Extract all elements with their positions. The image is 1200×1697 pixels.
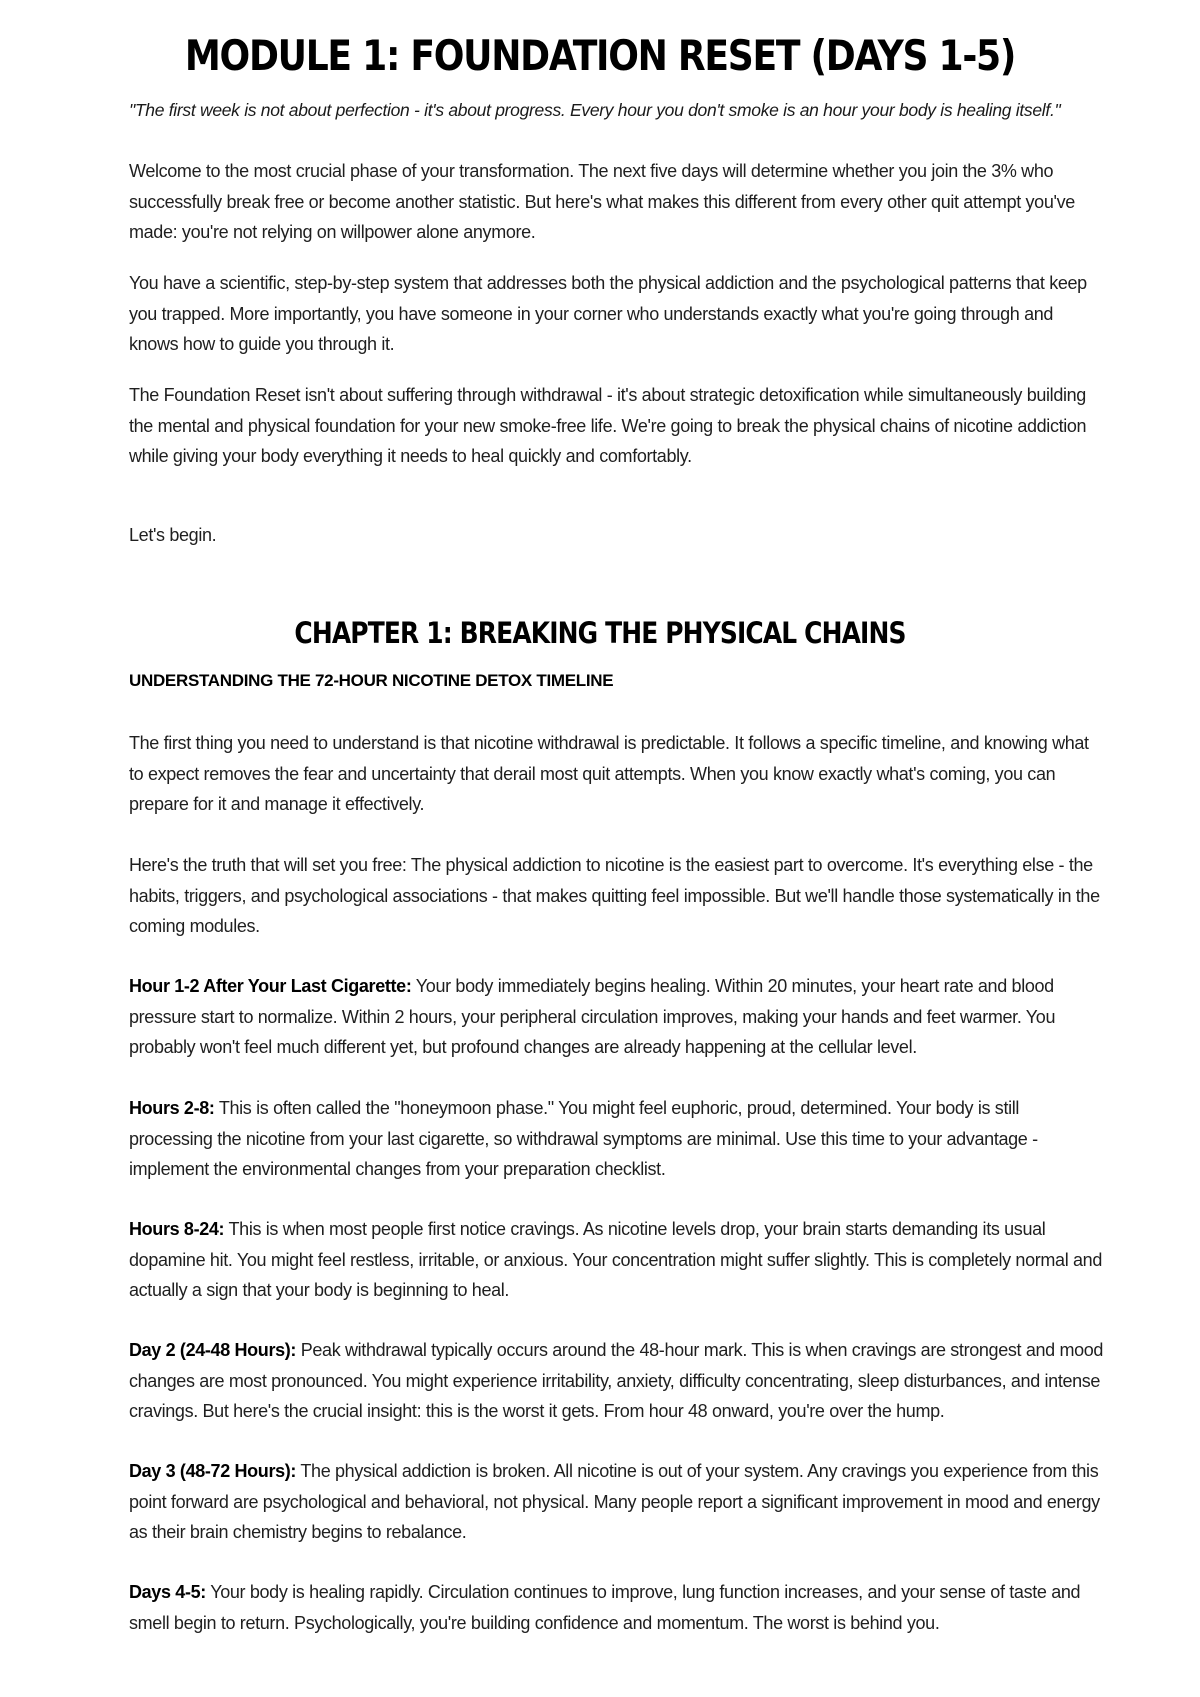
timeline-label: Hours 8-24: xyxy=(129,1219,225,1239)
timeline-entry xyxy=(129,971,1104,1063)
timeline-entry xyxy=(129,1335,1104,1427)
intro-paragraph: Welcome to the most crucial phase of your transformation. The next five days will determine whether you join the 3% who successfully break free or become another statistic. But here's what makes this different from every other quit attempt you've made: you're not relying on willpower alone anymore. xyxy=(129,161,1075,242)
timeline-label: Days 4-5: xyxy=(129,1582,206,1602)
timeline-text: The physical addiction is broken. All nicotine is out of your system. Any cravings you experience from this point forward are psychological and behavioral, not physical. Many people report a significant improvement in mood and energy as their brain chemistry begins to rebalance. xyxy=(129,1461,1100,1542)
timeline-entry xyxy=(129,1093,1104,1185)
module-title: MODULE 1: FOUNDATION RESET (DAYS 1-5) xyxy=(184,31,1016,80)
timeline-text: This is when most people first notice cravings. As nicotine levels drop, your brain starts demanding its usual dopamine hit. You might feel restless, irritable, or anxious. Your concentration might suffer slightly. This is completely normal and actually a sign that your body is beginning to heal. xyxy=(129,1219,1102,1300)
chapter-paragraph: Here's the truth that will set you free: The physical addiction to nicotine is the easiest part to overcome. It's everything else - the habits, triggers, and psychological associations - that makes quitting feel impossible. But we'll handle those systematically in the coming modules. xyxy=(129,855,1100,936)
timeline-text: Your body is healing rapidly. Circulation continues to improve, lung function increases, and your sense of taste and smell begin to return. Psychologically, you're building confidence and momentum. The worst is behind you. xyxy=(129,1582,1081,1633)
timeline-label: Day 2 (24-48 Hours): xyxy=(129,1340,297,1360)
timeline-entry xyxy=(129,1456,1104,1548)
intro-paragraph: You have a scientific, step-by-step system that addresses both the physical addiction and the psychological patterns that keep you trapped. More importantly, you have someone in your corner who understands exactly what you're going through and knows how to guide you through it. xyxy=(129,273,1087,354)
timeline-entry xyxy=(129,1214,1104,1306)
chapter-title: CHAPTER 1: BREAKING THE PHYSICAL CHAINS xyxy=(294,616,906,650)
section-heading: UNDERSTANDING THE 72-HOUR NICOTINE DETOX TIMELINE xyxy=(129,671,614,690)
intro-closing: Let's begin. xyxy=(129,525,217,545)
timeline-entry xyxy=(129,1577,1104,1638)
timeline-label: Hours 2-8: xyxy=(129,1098,215,1118)
timeline-label: Day 3 (48-72 Hours): xyxy=(129,1461,297,1481)
module-quote: "The first week is not about perfection - it's about progress. Every hour you don't smoke is an hour your body is healing itself." xyxy=(129,100,1061,120)
timeline-text: Your body immediately begins healing. Within 20 minutes, your heart rate and blood pressure start to normalize. Within 2 hours, your peripheral circulation improves, making your hands and feet warmer. You probably won't feel much different yet, but profound changes are already happening at the cellular level. xyxy=(129,976,1056,1057)
timeline-text: Peak withdrawal typically occurs around the 48-hour mark. This is when cravings are strongest and mood changes are most pronounced. You might experience irritability, anxiety, difficulty concentrating, sleep disturbances, and intense cravings. But here's the crucial insight: this is the worst it gets. From hour 48 onward, you're over the hump. xyxy=(129,1340,1104,1421)
intro-paragraph: The Foundation Reset isn't about suffering through withdrawal - it's about strategic detoxification while simultaneously building the mental and physical foundation for your new smoke-free life. We're going to break the physical chains of nicotine addiction while giving your body everything it needs to heal quickly and comfortably. xyxy=(129,385,1087,466)
chapter-paragraph: The first thing you need to understand is that nicotine withdrawal is predictable. It follows a specific timeline, and knowing what to expect removes the fear and uncertainty that derail most quit attempts. When you know exactly what's coming, you can prepare for it and manage it effectively. xyxy=(129,733,1089,814)
timeline-label: Hour 1-2 After Your Last Cigarette: xyxy=(129,976,412,996)
timeline-text: This is often called the "honeymoon phase." You might feel euphoric, proud, determined. Your body is still processing the nicotine from your last cigarette, so withdrawal symptoms are minimal. Use this time to your advantage - implement the environmental changes from your preparation checklist. xyxy=(129,1098,1038,1179)
